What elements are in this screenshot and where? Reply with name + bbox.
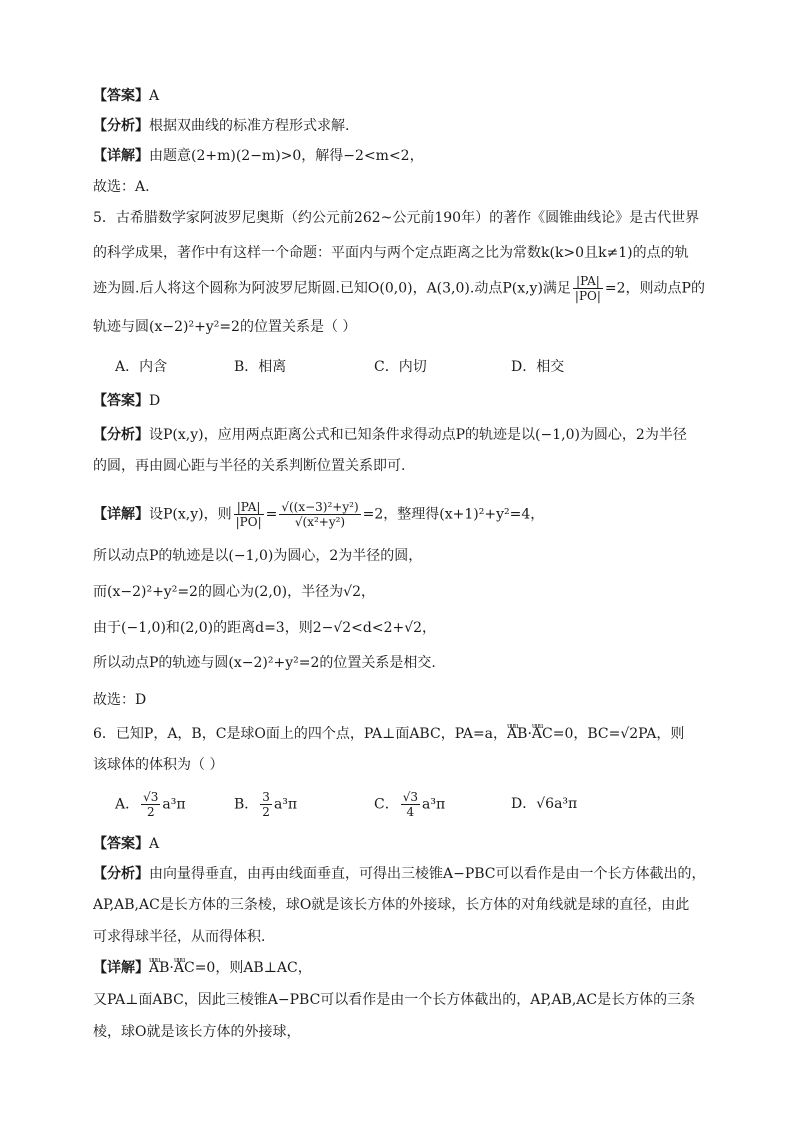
detail-text-b: =2，整理得(x+1)²+y²=4， (362, 506, 545, 523)
distance-fraction (279, 500, 360, 529)
option-prefix: B． (234, 796, 259, 813)
analysis-text: 由向量得垂直，由再由线面垂直，可得出三棱锥A−PBC可以看作是由一个长方体截出的， (149, 866, 706, 882)
option-prefix: C． (374, 796, 399, 813)
fraction-numerator: √((x−3)²+y²) (281, 500, 359, 514)
detail-label: 【详解】 (93, 148, 149, 164)
q5-line-4: 轨迹与圆(x−2)²+y²=2的位置关系是（ ） (93, 319, 357, 335)
vector-ab: uuu AB (507, 724, 527, 744)
option-suffix: a³π (162, 796, 186, 813)
vector-ab: uuu AB (149, 958, 169, 978)
fraction-numerator: |PA| (234, 500, 264, 515)
q5-option-d: D．相交 (511, 359, 565, 375)
analysis-text: 根据双曲线的标准方程形式求解. (149, 118, 350, 134)
detail-line-q6-1 (93, 958, 312, 978)
analysis-line-q6-3: 可求得球半径，从而得体积． (93, 929, 275, 945)
analysis-label: 【分析】 (93, 427, 149, 443)
detail-label: 【详解】 (93, 506, 149, 523)
fraction-numerator: √3 (143, 790, 159, 804)
q6-option-b (234, 790, 297, 819)
detail-text-b: =0，则AB⊥AC， (194, 960, 312, 976)
dot-operator: · (527, 726, 532, 742)
q6-line-2: 该球体的体积为（ ） (93, 757, 224, 773)
option-suffix: a³π (273, 796, 298, 813)
fraction-numerator: |PA| (573, 274, 603, 289)
analysis-line-q6-1 (93, 864, 706, 884)
analysis-line-q5-2: 的圆，再由圆心距与半径的关系判断位置关系即可. (93, 458, 406, 474)
detail-line-q6-3: 棱，球O就是该长方体的外接球， (93, 1024, 301, 1040)
option-fraction (401, 790, 420, 819)
fraction-denominator: 2 (262, 805, 270, 819)
vector-ac: uuu AC (532, 724, 553, 744)
q6-option-d (511, 794, 577, 814)
detail-line-q4 (93, 146, 424, 166)
answer-label: 【答案】 (93, 836, 149, 852)
conclusion-q5: 故选：D (93, 692, 147, 708)
detail-line-q6-2: 又PA⊥面ABC，因此三棱锥A−PBC可以看作是由一个长方体截出的，AP,AB,AC是长方体的三条 (93, 992, 696, 1008)
fraction-denominator: |PO| (235, 515, 262, 529)
dot-operator: · (169, 960, 174, 976)
detail-line-q5-4: 由于(−1,0)和(2,0)的距离d=3，则2−√2<d<2+√2， (93, 620, 437, 636)
ratio-fraction (234, 500, 264, 529)
q6-line-1 (93, 724, 684, 744)
detail-text-a: 设P(x,y)，则 (149, 506, 232, 523)
q5-line-3-text-b: =2，则动点P的 (604, 280, 705, 297)
option-prefix: D． (511, 796, 537, 812)
answer-value: D (149, 393, 161, 409)
equals-sign: = (265, 506, 278, 523)
answer-line-q4 (93, 86, 159, 106)
q5-line-3 (93, 274, 705, 303)
fraction-numerator: 3 (262, 790, 270, 804)
detail-line-q5-3: 而(x−2)²+y²=2的圆心为(2,0)，半径为√2， (93, 584, 375, 600)
detail-line-q5-1 (93, 500, 544, 529)
analysis-line-q6-2: AP,AB,AC是长方体的三条棱，球O就是该长方体的外接球，长方体的对角线就是球的直径，由此 (93, 897, 690, 913)
option-fraction (260, 790, 272, 819)
ratio-fraction (573, 274, 603, 303)
analysis-label: 【分析】 (93, 118, 149, 134)
answer-value: A (149, 88, 160, 104)
analysis-line-q4 (93, 116, 349, 136)
q5-option-a: A．内含 (115, 359, 168, 375)
analysis-text: 设P(x,y)，应用两点距离公式和已知条件求得动点P的轨迹是以(−1,0)为圆心，2为半径 (149, 427, 687, 443)
fraction-denominator: √(x²+y²) (294, 515, 346, 529)
q6-option-a (115, 790, 186, 819)
detail-label: 【详解】 (93, 960, 149, 976)
q5-line-1: 5．古希腊数学家阿波罗尼奥斯（约公元前262~公元前190年）的著作《圆锥曲线论》是古代世界 (93, 210, 700, 226)
fraction-denominator: 2 (146, 805, 155, 819)
answer-line-q6 (93, 834, 159, 854)
answer-label: 【答案】 (93, 88, 149, 104)
option-fraction (141, 790, 160, 819)
fraction-denominator: |PO| (574, 289, 601, 303)
option-suffix: a³π (422, 796, 446, 813)
q5-option-c: C．内切 (374, 359, 427, 375)
fraction-denominator: 4 (406, 805, 415, 819)
q6-option-c (374, 790, 445, 819)
analysis-line-q5-1 (93, 425, 687, 445)
q5-line-3-text-a: 迹为圆.后人将这个圆称为阿波罗尼斯圆.已知O(0,0)，A(3,0).动点P(x,y)满足 (93, 280, 571, 297)
detail-line-q5-2: 所以动点P的轨迹是以(−1,0)为圆心，2为半径的圆， (93, 548, 423, 564)
q6-line-1-text-a: 6．已知P，A，B，C是球O面上的四个点，PA⊥面ABC，PA=a， (93, 726, 508, 742)
q5-option-b: B．相离 (234, 359, 287, 375)
q5-line-2: 的科学成果，著作中有这样一个命题：平面内与两个定点距离之比为常数k(k>0且k≠1)的点的轨 (93, 245, 689, 261)
detail-line-q5-5: 所以动点P的轨迹与圆(x−2)²+y²=2的位置关系是相交. (93, 655, 436, 671)
option-prefix: A． (115, 796, 140, 813)
fraction-numerator: √3 (402, 790, 418, 804)
analysis-label: 【分析】 (93, 866, 149, 882)
option-suffix: √6a³π (536, 796, 578, 812)
answer-line-q5 (93, 391, 160, 411)
answer-value: A (149, 836, 160, 852)
answer-label: 【答案】 (93, 393, 149, 409)
conclusion-q4: 故选：A. (93, 179, 150, 195)
vector-ac: uuu AC (174, 958, 195, 978)
q6-line-1-text-b: =0，BC=√2PA，则 (552, 726, 685, 742)
detail-text: 由题意(2+m)(2−m)>0，解得−2<m<2， (149, 148, 424, 164)
